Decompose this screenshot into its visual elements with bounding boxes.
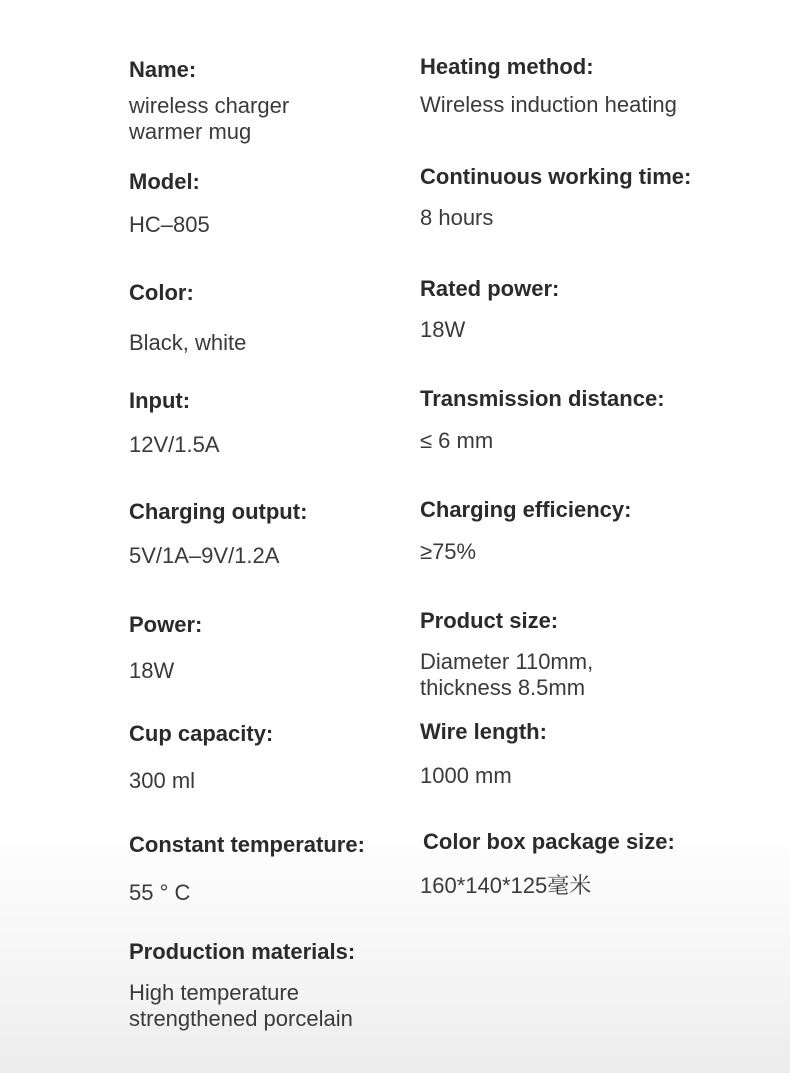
spec-value-line: HC–805 bbox=[129, 212, 210, 237]
spec-charging-efficiency bbox=[420, 497, 631, 565]
spec-value bbox=[129, 543, 307, 569]
spec-input bbox=[129, 388, 220, 458]
spec-value bbox=[420, 539, 631, 565]
spec-value-line: 18W bbox=[129, 658, 175, 683]
spec-value bbox=[129, 768, 273, 794]
spec-label: Continuous working time: bbox=[420, 164, 692, 189]
spec-label: Cup capacity: bbox=[129, 721, 274, 746]
spec-value bbox=[129, 330, 246, 356]
spec-label: Charging efficiency: bbox=[420, 497, 632, 522]
spec-value bbox=[420, 873, 675, 899]
spec-value-line: strengthened porcelain bbox=[129, 1006, 353, 1031]
spec-value-line: 160*140*125毫米 bbox=[420, 873, 592, 898]
spec-label: Heating method: bbox=[420, 54, 594, 79]
spec-charging-output bbox=[129, 499, 307, 569]
spec-value bbox=[129, 432, 220, 458]
spec-value bbox=[129, 93, 289, 145]
spec-value-line: ≥75% bbox=[420, 539, 477, 564]
spec-label: Charging output: bbox=[129, 499, 308, 524]
spec-label: Name: bbox=[129, 57, 197, 82]
spec-heating-method bbox=[420, 54, 677, 118]
spec-value bbox=[129, 212, 210, 238]
spec-name bbox=[129, 57, 289, 145]
spec-color bbox=[129, 280, 246, 356]
spec-value-line: High temperature bbox=[129, 980, 299, 1005]
spec-cup-capacity bbox=[129, 721, 273, 794]
spec-label: Transmission distance: bbox=[420, 386, 665, 411]
spec-value bbox=[129, 980, 355, 1032]
spec-label: Wire length: bbox=[420, 719, 547, 744]
spec-label: Rated power: bbox=[420, 276, 560, 301]
spec-value bbox=[420, 428, 665, 454]
spec-production-materials bbox=[129, 939, 355, 1032]
spec-value-line: wireless charger bbox=[129, 93, 290, 118]
spec-label: Product size: bbox=[420, 608, 559, 633]
spec-value-line: ≤ 6 mm bbox=[420, 428, 494, 453]
spec-label: Power: bbox=[129, 612, 203, 637]
spec-value bbox=[420, 92, 677, 118]
spec-value-line: 8 hours bbox=[420, 205, 494, 230]
spec-value-line: warmer mug bbox=[129, 119, 252, 144]
spec-value-line: thickness 8.5mm bbox=[420, 675, 586, 700]
spec-value bbox=[420, 763, 547, 789]
spec-label: Constant temperature: bbox=[129, 832, 365, 857]
spec-label: Model: bbox=[129, 169, 200, 194]
spec-rated-power bbox=[420, 276, 559, 343]
spec-constant-temperature bbox=[129, 832, 365, 906]
spec-value-line: 55 ° C bbox=[129, 880, 191, 905]
spec-continuous-working-time bbox=[420, 164, 691, 231]
spec-product-size bbox=[420, 608, 593, 701]
spec-value bbox=[420, 205, 691, 231]
spec-label: Input: bbox=[129, 388, 191, 413]
spec-value-line: Diameter 110mm, bbox=[420, 649, 594, 674]
spec-value bbox=[420, 317, 559, 343]
spec-value bbox=[129, 880, 365, 906]
spec-power bbox=[129, 612, 202, 684]
spec-wire-length bbox=[420, 719, 547, 789]
spec-value-line: Black, white bbox=[129, 330, 247, 355]
spec-model bbox=[129, 169, 210, 238]
spec-label: Color: bbox=[129, 280, 194, 305]
spec-value-line: 12V/1.5A bbox=[129, 432, 220, 457]
spec-value bbox=[129, 658, 202, 684]
spec-value-line: 18W bbox=[420, 317, 466, 342]
spec-label: Color box package size: bbox=[423, 829, 675, 854]
spec-value-line: 1000 mm bbox=[420, 763, 512, 788]
spec-label: Production materials: bbox=[129, 939, 356, 964]
spec-value-line: Wireless induction heating bbox=[420, 92, 677, 117]
spec-value-line: 5V/1A–9V/1.2A bbox=[129, 543, 280, 568]
spec-color-box-package-size bbox=[420, 829, 675, 899]
spec-value-line: 300 ml bbox=[129, 768, 196, 793]
spec-value bbox=[420, 649, 593, 701]
spec-transmission-distance bbox=[420, 386, 665, 454]
